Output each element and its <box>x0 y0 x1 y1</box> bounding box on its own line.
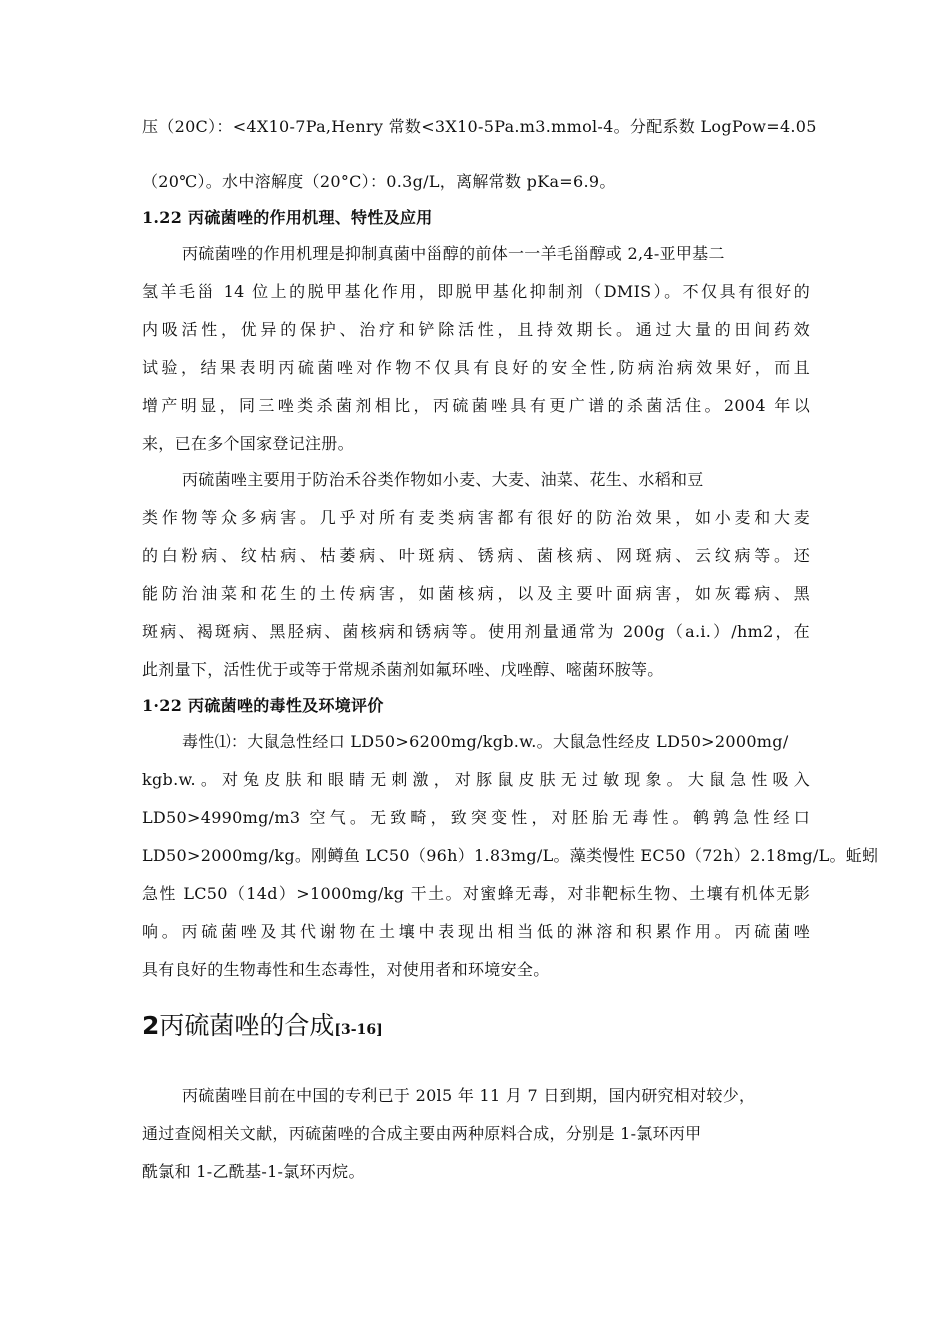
text-line-l12: 的白粉病、纹枯病、枯萎病、叶斑病、锈病、菌核病、网斑病、云纹病等。还 <box>142 546 810 565</box>
text-line-l04: 丙硫菌唑的作用机理是抑制真菌中甾醇的前体一一羊毛甾醇或 2,4-亚甲基二 <box>182 244 725 263</box>
section-heading-2 <box>142 1010 383 1046</box>
heading-title: 丙硫菌唑的合成 <box>159 1011 335 1040</box>
text-line-l23: 具有良好的生物毒性和生态毒性，对使用者和环境安全。 <box>142 960 550 979</box>
text-line-l11: 类作物等众多病害。几乎对所有麦类病害都有很好的防治效果，如小麦和大麦 <box>142 508 810 527</box>
text-line-l13: 能防治油菜和花生的土传病害，如菌核病，以及主要叶面病害，如灰霉病、黑 <box>142 584 810 603</box>
text-line-l22: 响。丙硫菌唑及其代谢物在土壤中表现出相当低的淋溶和积累作用。丙硫菌唑 <box>142 922 810 941</box>
heading-reference: [3-16] <box>334 1022 383 1038</box>
heading-number: 2 <box>142 1011 160 1040</box>
text-line-l14: 斑病、褐斑病、黑胫病、菌核病和锈病等。使用剂量通常为 200g（a.i.）/hm2，在 <box>142 622 810 641</box>
text-line-l18: kgb.w.。对兔皮肤和眼睛无刺激，对豚鼠皮肤无过敏现象。大鼠急性吸入 <box>142 770 810 789</box>
text-line-l26: 酰氯和 1-乙酰基-1-氯环丙烷。 <box>142 1162 365 1181</box>
text-line-l19: LD50>4990mg/m3 空气。无致畸，致突变性，对胚胎无毒性。鹌鹑急性经口 <box>142 808 810 827</box>
text-line-l24: 丙硫菌唑目前在中国的专利已于 20l5 年 11 月 7 日到期，国内研究相对较少， <box>182 1086 756 1105</box>
text-line-l06: 内吸活性，优异的保护、治疗和铲除活性，且持效期长。通过大量的田间药效 <box>142 320 810 339</box>
text-line-l15: 此剂量下，活性优于或等于常规杀菌剂如氟环唑、戊唑醇、嘧菌环胺等。 <box>142 660 664 679</box>
text-line-l08: 增产明显，同三唑类杀菌剂相比，丙硫菌唑具有更广谱的杀菌活住。2004 年以 <box>142 396 810 415</box>
text-line-l10: 丙硫菌唑主要用于防治禾谷类作物如小麦、大麦、油菜、花生、水稻和豆 <box>182 470 704 489</box>
text-line-l21: 急性 LC50（14d）>1000mg/kg 干土。对蜜蜂无毒，对非靶标生物、土壤有机体无影 <box>142 884 810 903</box>
text-line-l09: 来，已在多个国家登记注册。 <box>142 434 354 453</box>
text-line-l01: 压（20C）：<4X10-7Pa,Henry 常数<3X10-5Pa.m3.mmol-4。分配系数 LogPow=4.05 <box>142 117 817 136</box>
text-line-l02: （20℃）。水中溶解度（20°C）：0.3g/L，离解常数 pKa=6.9。 <box>142 172 616 191</box>
text-line-l25: 通过查阅相关文献，丙硫菌唑的合成主要由两种原料合成，分别是 1-氯环丙甲 <box>142 1124 702 1143</box>
text-line-l17: 毒性⑴：大鼠急性经口 LD50>6200mg/kgb.w.。大鼠急性经皮 LD50>2000mg/ <box>182 732 789 751</box>
text-line-l07: 试验，结果表明丙硫菌唑对作物不仅具有良好的安全性,防病治病效果好，而且 <box>142 358 810 377</box>
text-line-l03: 1.22 丙硫菌唑的作用机理、特性及应用 <box>142 208 433 227</box>
text-line-l16: 1·22 丙硫菌唑的毒性及环境评价 <box>142 696 384 715</box>
text-line-l05: 氢羊毛甾 14 位上的脱甲基化作用，即脱甲基化抑制剂（DMIS）。不仅具有很好的 <box>142 282 810 301</box>
text-line-l20: LD50>2000mg/kg。刚鳟鱼 LC50（96h）1.83mg/L。藻类慢性 EC50（72h）2.18mg/L。蚯蚓 <box>142 846 879 865</box>
